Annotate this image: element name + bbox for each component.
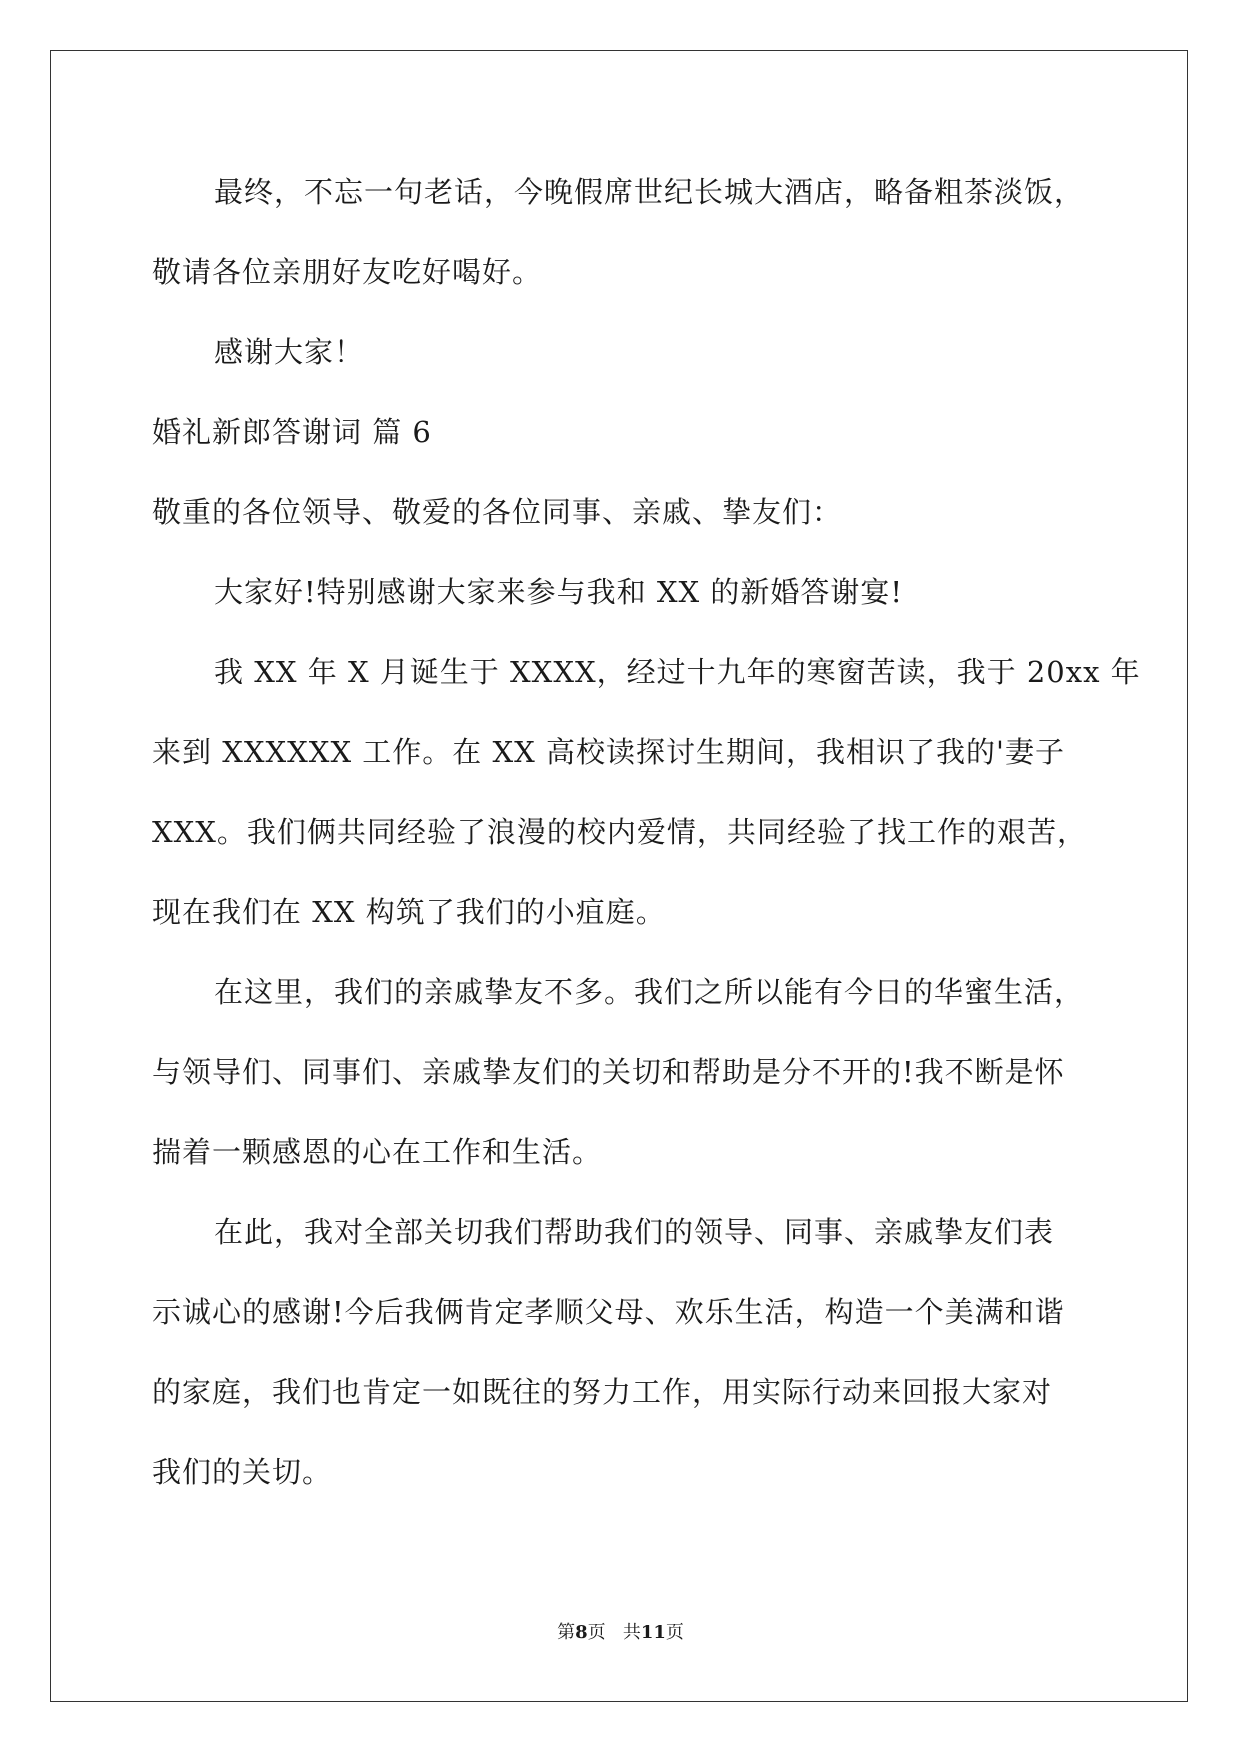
paragraph-line: 最终，不忘一句老话，今晚假席世纪长城大酒店，略备粗茶淡饭，: [214, 175, 1085, 209]
paragraph-line: 示诚心的感谢!今后我俩肯定孝顺父母、欢乐生活，构造一个美满和谐: [152, 1295, 1065, 1329]
paragraph-line: 敬请各位亲朋好友吃好喝好。: [152, 255, 543, 289]
paragraph-line: 现在我们在 XX 构筑了我们的小疽庭。: [152, 895, 666, 929]
page-label-suffix: 页: [587, 1622, 606, 1643]
paragraph-line: 感谢大家！: [214, 335, 365, 369]
page-number: 8: [575, 1622, 588, 1643]
paragraph-line: XXX。我们俩共同经验了浪漫的校内爱情，共同经验了找工作的艰苦，: [152, 815, 1087, 849]
paragraph-line: 的家庭，我们也肯定一如既往的努力工作，用实际行动来回报大家对: [152, 1375, 1053, 1409]
paragraph-line: 在此，我对全部关切我们帮助我们的领导、同事、亲戚挚友们表: [214, 1215, 1055, 1249]
paragraph-line: 揣着一颗感恩的心在工作和生活。: [152, 1135, 603, 1169]
paragraph-line: 来到 XXXXXX 工作。在 XX 高校读探讨生期间，我相识了我的'妻子: [152, 735, 1066, 769]
total-pages: 11: [640, 1622, 666, 1643]
paragraph-line: 我 XX 年 X 月诞生于 XXXX，经过十九年的寒窗苦读，我于 20xx 年: [214, 655, 1141, 689]
total-label-prefix: 共: [622, 1622, 641, 1643]
paragraph-line: 我们的关切。: [152, 1455, 333, 1489]
paragraph-line: 在这里，我们的亲戚挚友不多。我们之所以能有今日的华蜜生活，: [214, 975, 1085, 1009]
paragraph-line: 大家好!特别感谢大家来参与我和 XX 的新婚答谢宴!: [214, 575, 904, 609]
page-footer: [0, 1621, 1241, 1645]
salutation: 敬重的各位领导、敬爱的各位同事、亲戚、挚友们：: [152, 495, 843, 529]
page-label-prefix: 第: [557, 1622, 576, 1643]
total-label-suffix: 页: [665, 1622, 684, 1643]
section-heading: 婚礼新郎答谢词 篇 6: [152, 415, 432, 449]
paragraph-line: 与领导们、同事们、亲戚挚友们的关切和帮助是分不开的!我不断是怀: [152, 1055, 1065, 1089]
